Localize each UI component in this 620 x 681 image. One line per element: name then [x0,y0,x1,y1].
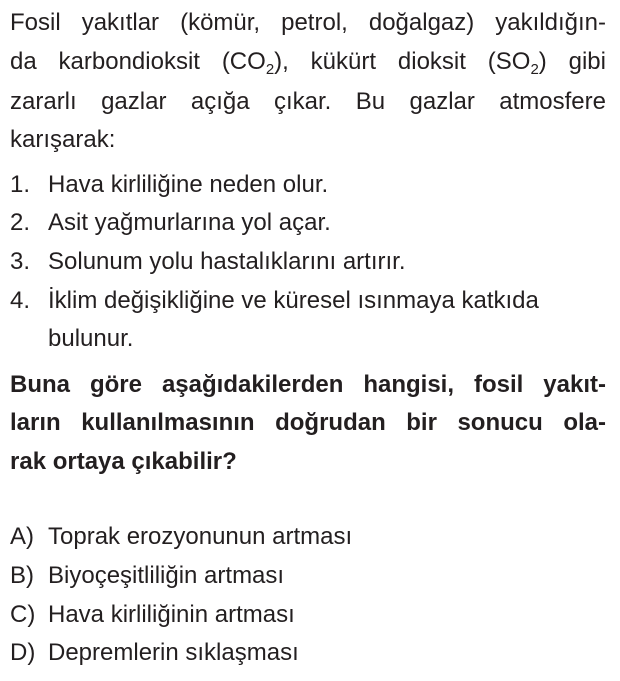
list-text: Hava kirliliğine neden olur. [48,171,329,198]
subscript: 2 [530,61,539,78]
passage-text: ) gibi [538,48,606,75]
list-number: 1. [10,171,31,198]
option-letter: D) [10,639,36,666]
question-line: Buna göre aşağıdakilerden hangisi, fosil yakıt- [10,371,606,398]
list-number: 4. [10,287,31,314]
option-text: Biyoçeşitliliğin artması [48,562,285,589]
option-text: Toprak erozyonunun artması [48,523,353,550]
list-text: Asit yağmurlarına yol açar. [48,209,331,236]
passage-line: Fosil yakıtlar (kömür, petrol, doğalgaz) yakıldığın- [10,9,606,36]
question-line: ların kullanılmasının doğrudan bir sonucu ola- [10,409,606,436]
option-a[interactable] [10,522,352,552]
list-item [10,170,328,200]
list-number: 2. [10,209,31,236]
subscript: 2 [265,61,275,78]
passage-line [10,47,606,77]
list-item [10,247,406,277]
passage-line: zararlı gazlar açığa çıkar. Bu gazlar atmosfere [10,88,606,115]
option-letter: C) [10,601,36,628]
list-text: Solunum yolu hastalıklarını artırır. [48,248,406,275]
option-c[interactable] [10,600,295,630]
option-letter: B) [10,562,34,589]
list-item [10,286,539,316]
list-text: İklim değişikliğine ve küresel ısınmaya katkıda [48,287,539,314]
option-text: Depremlerin sıklaşması [48,639,299,666]
passage-text: da karbondioksit (CO [10,48,266,75]
passage-line: karışarak: [10,126,116,153]
option-d[interactable] [10,638,299,668]
list-item [10,208,331,238]
question-line: rak ortaya çıkabilir? [10,448,237,475]
passage-text: ), kükürt dioksit (SO [274,48,531,75]
option-text: Hava kirliliğinin artması [48,601,295,628]
option-letter: A) [10,523,34,550]
option-b[interactable] [10,561,284,591]
list-item-continuation: bulunur. [48,325,134,352]
list-number: 3. [10,248,31,275]
